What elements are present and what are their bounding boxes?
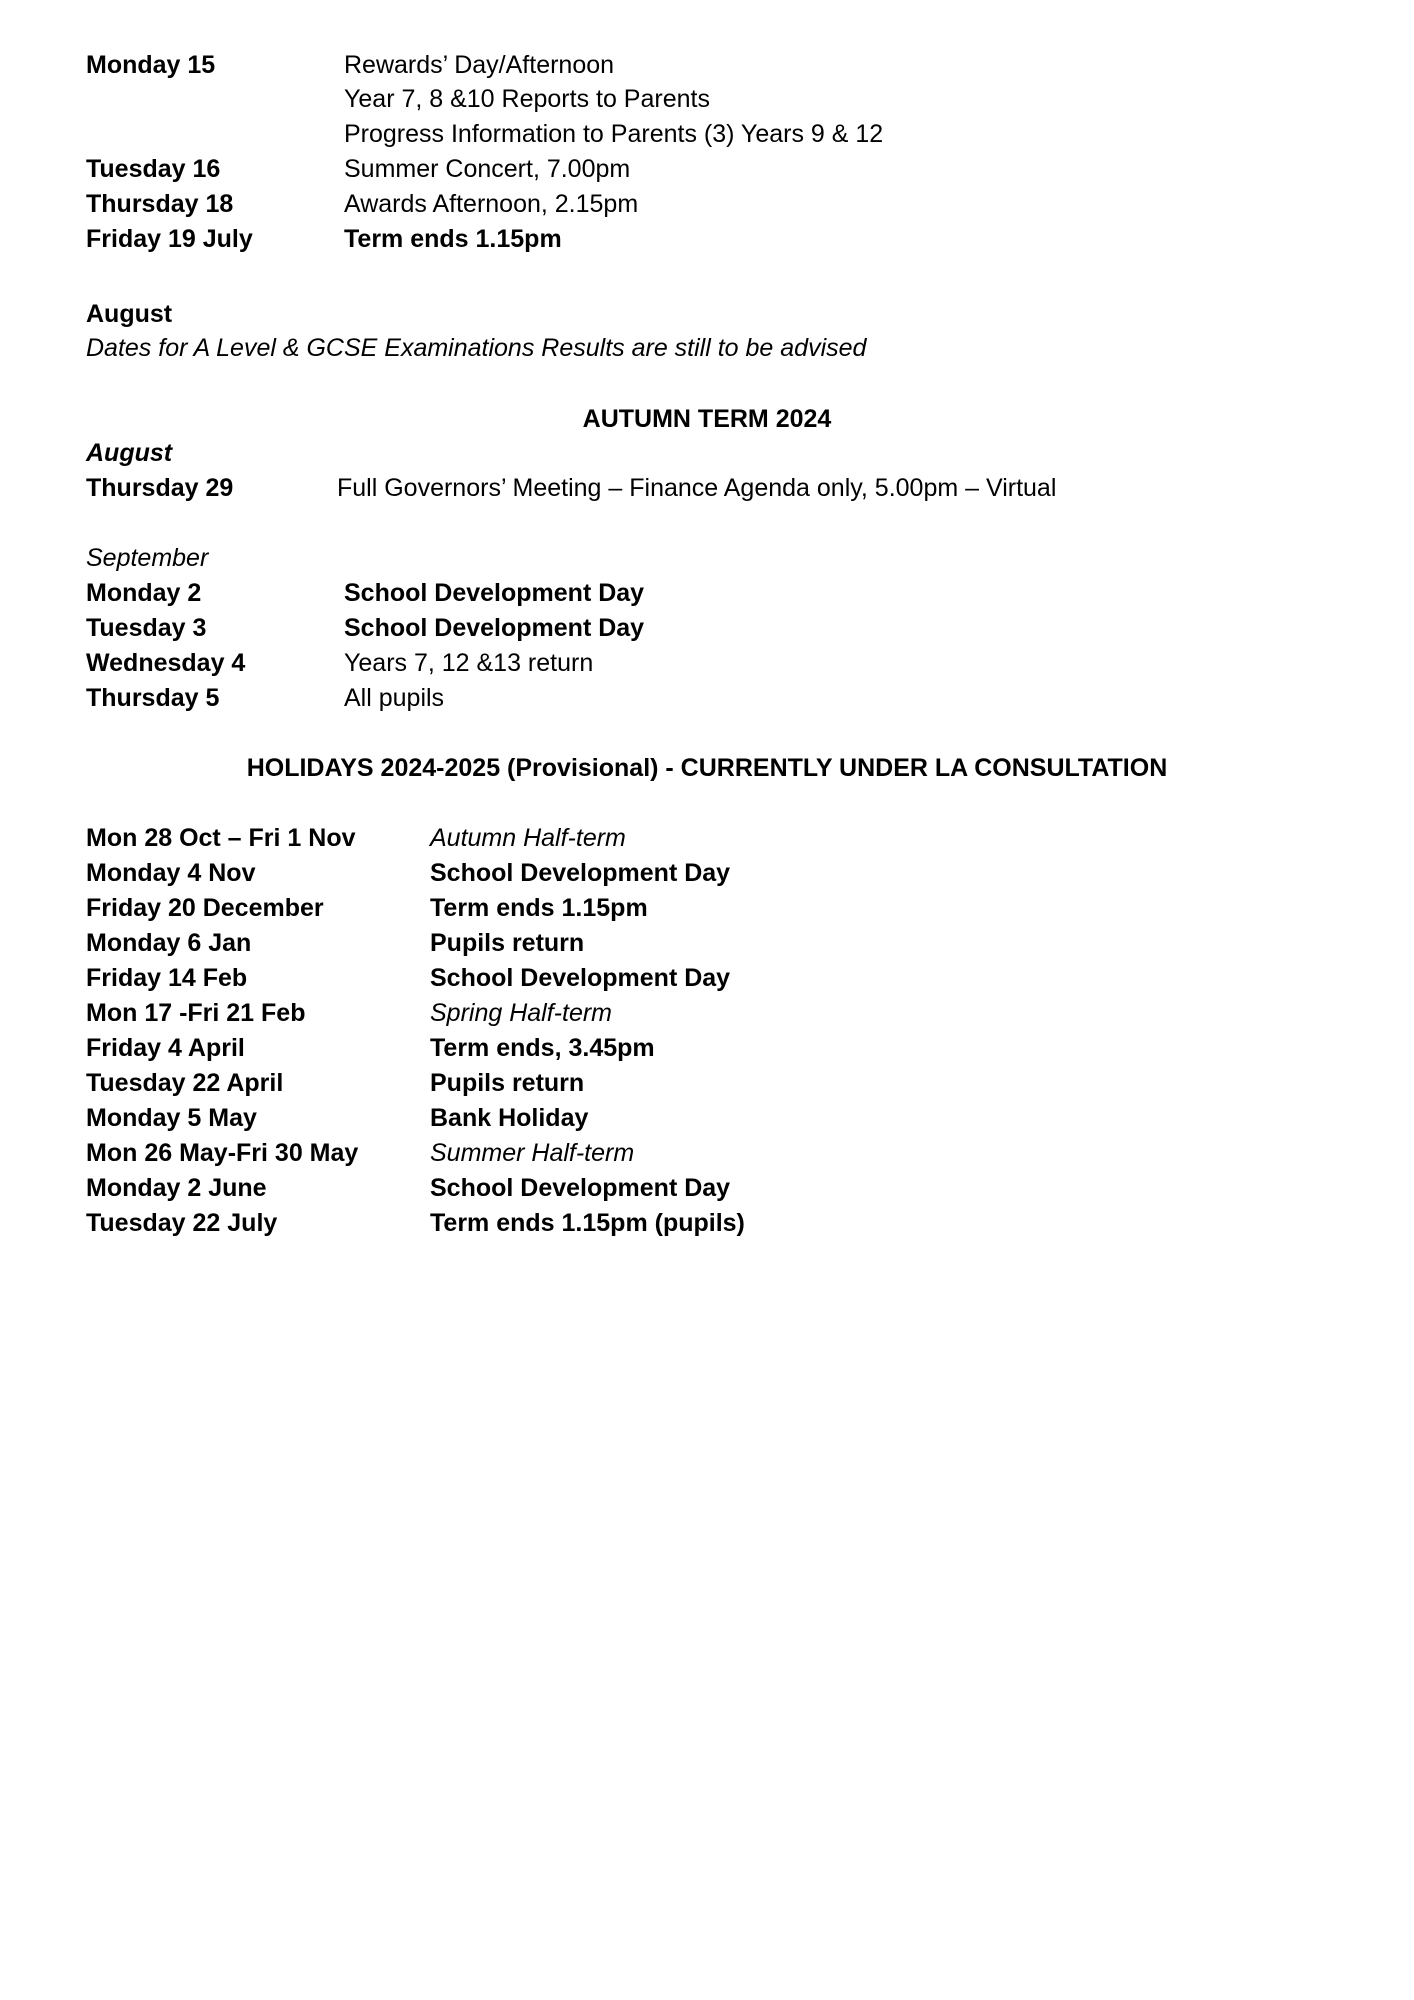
event-label: School Development Day xyxy=(344,614,645,642)
event-label: Awards Afternoon, 2.15pm xyxy=(344,190,639,218)
date-label: Monday 6 Jan xyxy=(86,929,252,957)
date-label: Monday 2 xyxy=(86,579,202,607)
date-label: Friday 14 Feb xyxy=(86,964,248,992)
holidays-heading: HOLIDAYS 2024-2025 (Provisional) - CURRENTLY UNDER LA CONSULTATION xyxy=(246,754,1168,782)
august-month-label: August xyxy=(86,300,173,328)
event-label: School Development Day xyxy=(344,579,645,607)
event-label: All pupils xyxy=(344,684,445,712)
event-label: Years 7, 12 &13 return xyxy=(344,649,594,677)
event-label: Term ends, 3.45pm xyxy=(430,1034,655,1062)
event-label: School Development Day xyxy=(430,964,731,992)
date-label: Thursday 5 xyxy=(86,684,220,712)
date-label: Monday 2 June xyxy=(86,1174,267,1202)
date-label: Tuesday 22 July xyxy=(86,1209,278,1237)
event-label: Full Governors’ Meeting – Finance Agenda only, 5.00pm – Virtual xyxy=(337,474,1057,502)
date-label: Thursday 29 xyxy=(86,474,234,502)
autumn-term-heading: AUTUMN TERM 2024 xyxy=(582,405,832,433)
event-label: Term ends 1.15pm xyxy=(430,894,648,922)
event-label: Term ends 1.15pm xyxy=(344,225,562,253)
date-label: Tuesday 22 April xyxy=(86,1069,284,1097)
autumn-august-label: August xyxy=(86,439,173,467)
date-label: Monday 15 xyxy=(86,51,216,79)
date-label: Friday 20 December xyxy=(86,894,324,922)
event-label: Rewards’ Day/Afternoon xyxy=(344,51,615,79)
date-label: Tuesday 16 xyxy=(86,155,221,183)
date-label: Mon 26 May-Fri 30 May xyxy=(86,1139,359,1167)
event-label: Progress Information to Parents (3) Years 9 & 12 xyxy=(344,120,884,148)
event-label: Summer Concert, 7.00pm xyxy=(344,155,631,183)
date-label: Tuesday 3 xyxy=(86,614,207,642)
event-label: Spring Half-term xyxy=(430,999,612,1027)
event-label: Pupils return xyxy=(430,1069,585,1097)
autumn-september-label: September xyxy=(86,544,209,572)
date-label: Mon 17 -Fri 21 Feb xyxy=(86,999,306,1027)
date-label: Wednesday 4 xyxy=(86,649,246,677)
august-results-note: Dates for A Level & GCSE Examinations Results are still to be advised xyxy=(86,334,867,362)
event-label: Term ends 1.15pm (pupils) xyxy=(430,1209,745,1237)
date-label: Monday 4 Nov xyxy=(86,859,256,887)
date-label: Thursday 18 xyxy=(86,190,234,218)
event-label: Autumn Half-term xyxy=(430,824,626,852)
event-label: Bank Holiday xyxy=(430,1104,589,1132)
date-label: Mon 28 Oct – Fri 1 Nov xyxy=(86,824,356,852)
event-label: School Development Day xyxy=(430,1174,731,1202)
date-label: Monday 5 May xyxy=(86,1104,257,1132)
event-label: Pupils return xyxy=(430,929,585,957)
event-label: School Development Day xyxy=(430,859,731,887)
event-label: Year 7, 8 &10 Reports to Parents xyxy=(344,85,710,113)
date-label: Friday 19 July xyxy=(86,225,253,253)
event-label: Summer Half-term xyxy=(430,1139,635,1167)
date-label: Friday 4 April xyxy=(86,1034,245,1062)
